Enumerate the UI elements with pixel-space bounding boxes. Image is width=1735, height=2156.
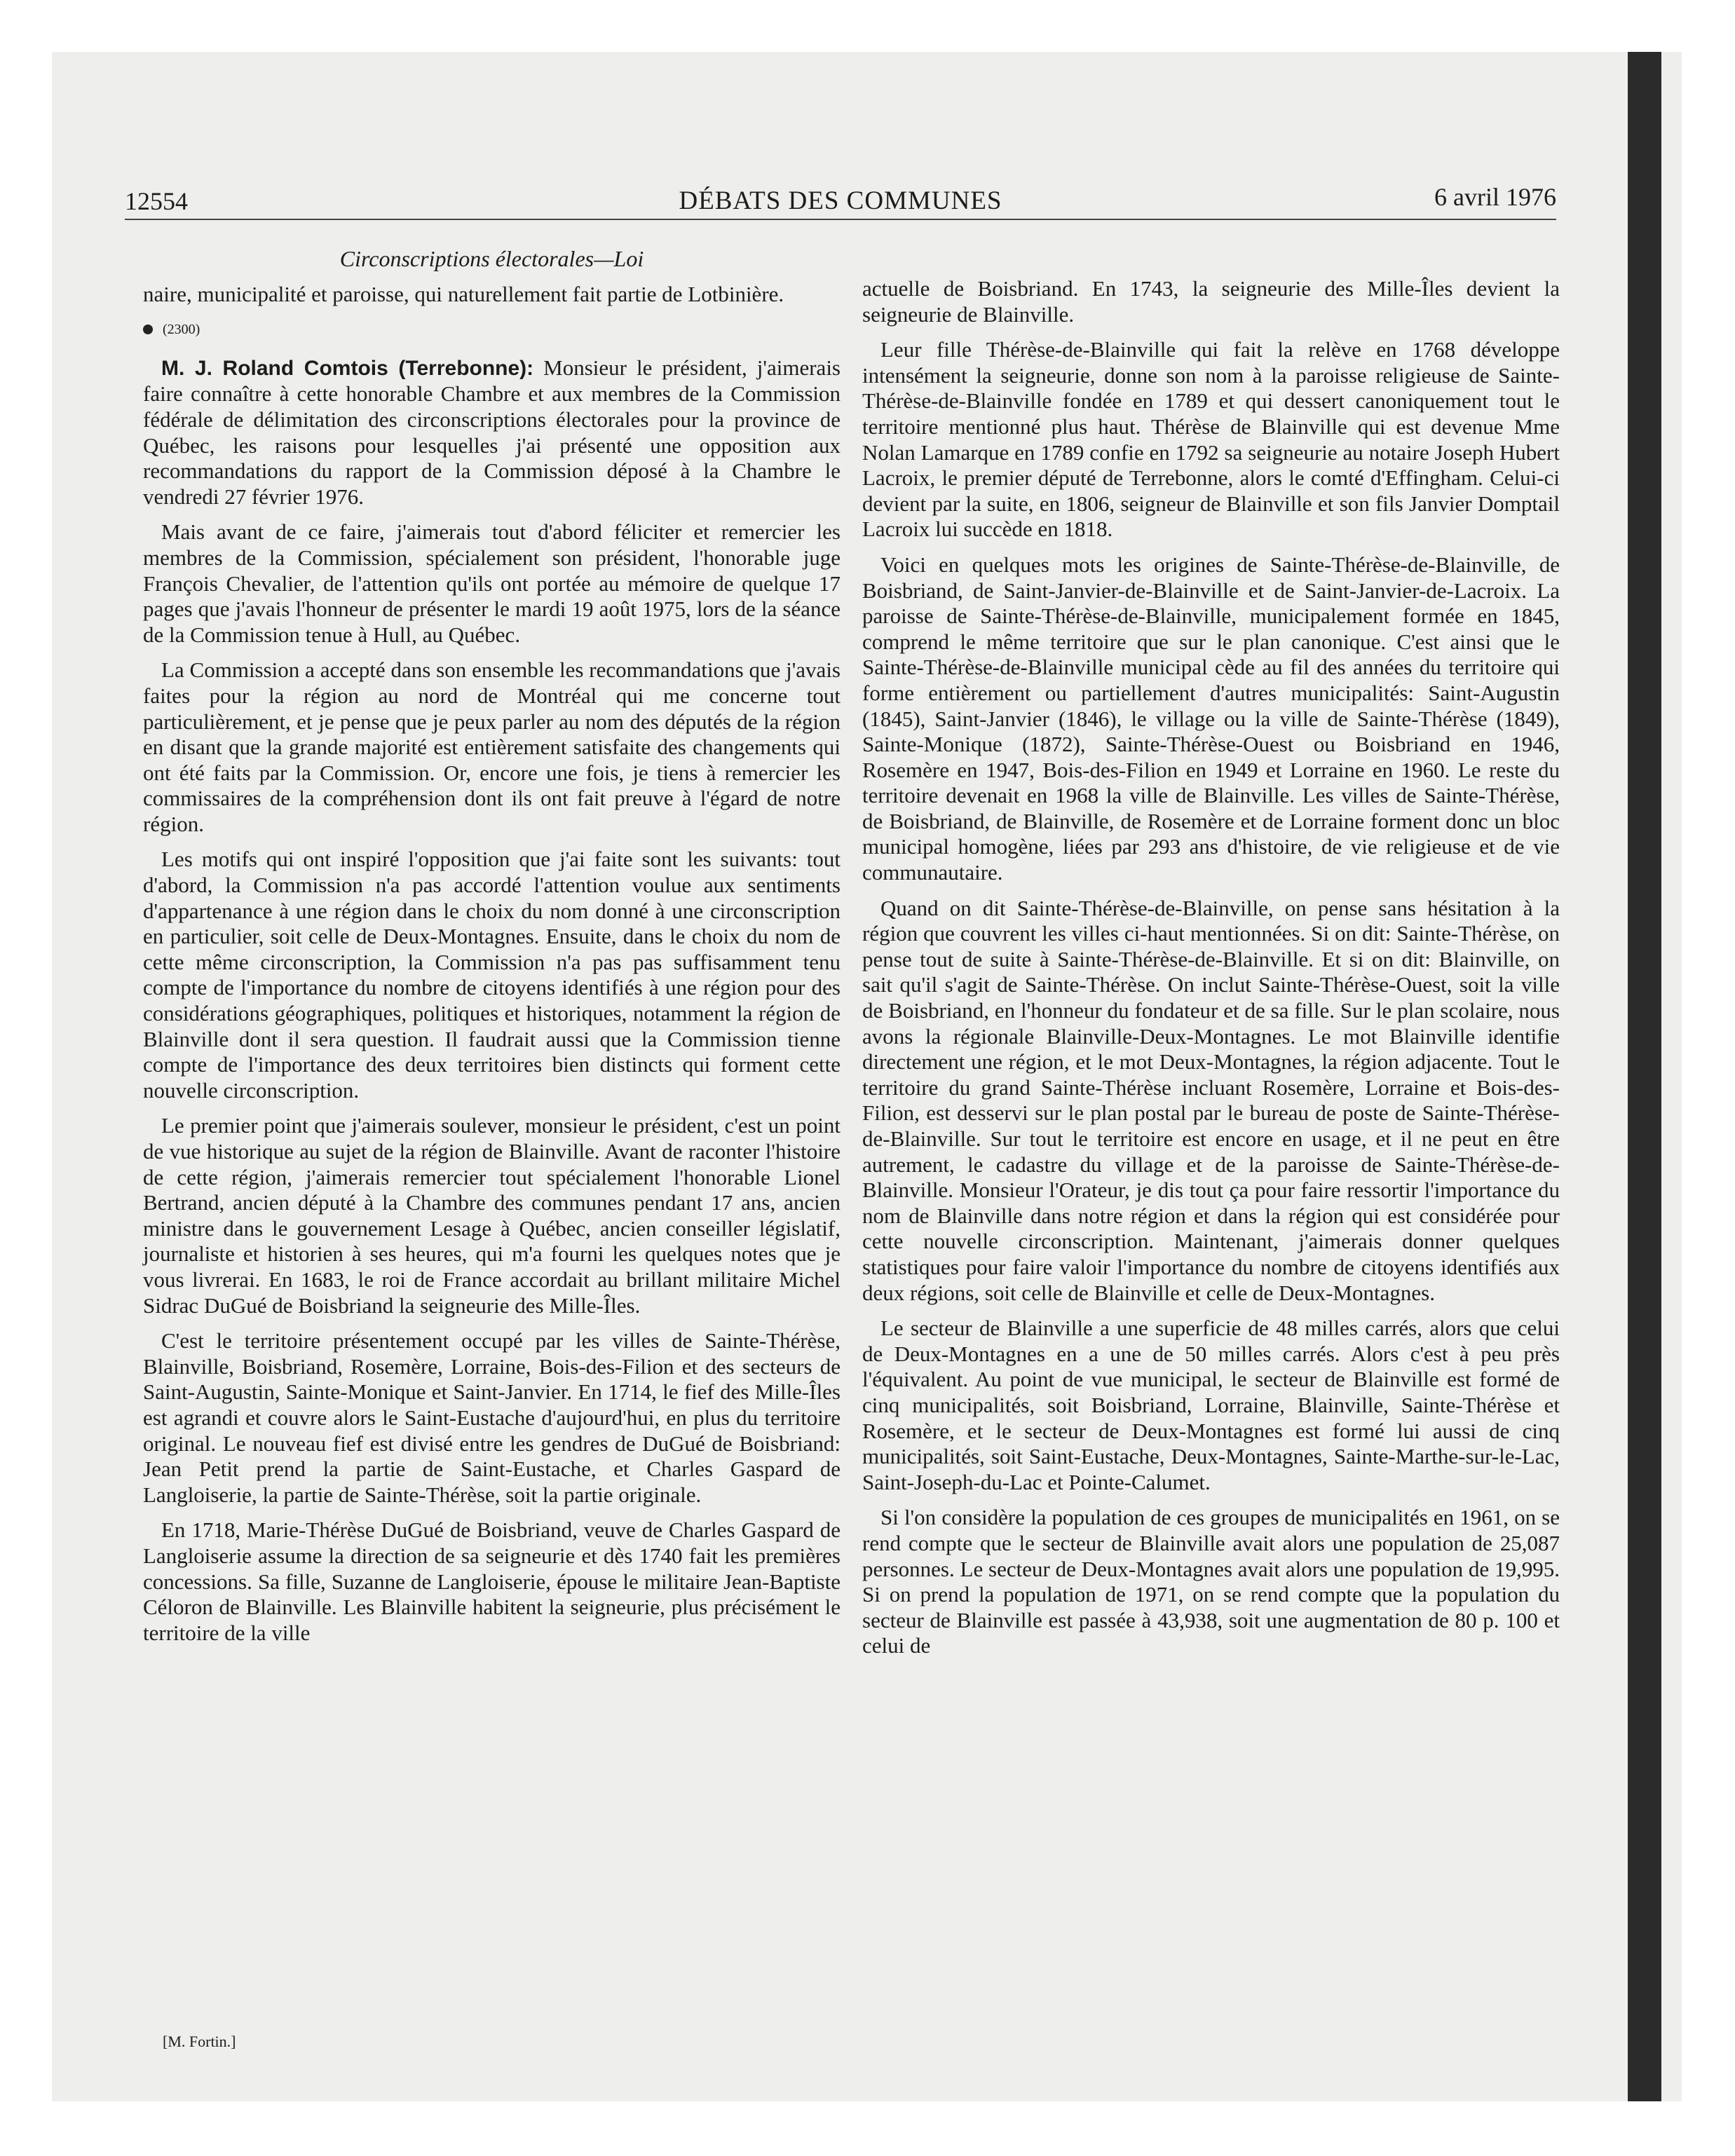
speech-intro-text: Monsieur le président, j'aimerais faire connaître à cette honorable Chambre et aux membres de la Commission fédérale de délimitation des circonscriptions électorales pour la province de Québec, les raisons pour lesquelles j'ai présenté une opposition aux recommandations du rapport de la Commission déposé à la Chambre le vendredi 27 février 1976. [143,355,841,509]
left-continuation: naire, municipalité et paroisse, qui naturellement fait partie de Lotbinière. [143,281,784,306]
paragraph: Si l'on considère la population de ces groupes de municipalités en 1961, on se rend compte que le secteur de Blainville avait alors une population de 25,087 personnes. Le secteur de Deux-Montagnes avait alors une population de 19,995. Si on prend la population de 1971, on se rend compte que la population du secteur de Blainville est passée à 43,938, soit une augmentation de 80 p. 100 et celui de [862,1505,1560,1658]
section-title: Circonscriptions électorales—Loi [339,246,644,271]
footer-reference: [M. Fortin.] [163,2033,236,2050]
speaker-name: M. J. Roland Comtois (Terrebonne): [161,356,534,380]
speech-intro-paragraph [143,355,841,510]
scan-edge-shadow [1628,52,1661,2101]
paragraph: Le secteur de Blainville a une superficie de 48 milles carrés, alors que celui de Deux-Montagnes en a une de 50 milles carrés. Alors c'est à peu près l'équivalent. Au point de vue municipal, le secteur de Blainville est formé de cinq municipalités, soit Boisbriand, Lorraine, Blainville, Sainte-Thérèse et Rosemère, et le secteur de Deux-Montagnes est formé lui aussi de cinq municipalités, soit Saint-Eustache, Deux-Montagnes, Sainte-Marthe-sur-le-Lac, Saint-Joseph-du-Lac et Pointe-Calumet. [862,1316,1560,1494]
paragraph: Quand on dit Sainte-Thérèse-de-Blainville, on pense sans hésitation à la région que couvrent les villes ci-haut mentionnées. Si on dit: Sainte-Thérèse, on pense tout de suite à Sainte-Thérèse-de-Blainville. Et si on dit: Blainville, on sait qu'il s'agit de Sainte-Thérèse. On inclut Sainte-Thérèse-Ouest, soit la ville de Boisbriand, en l'honneur du fondateur et de sa fille. Sur le plan scolaire, nous avons la régionale Blainville-Deux-Montagnes. Le mot Blainville identifie directement une région, et le mot Deux-Montagnes, la région adjacente. Tout le territoire du grand Sainte-Thérèse incluant Rosemère, Lorraine et Bois-des-Filion, est desservi sur le plan postal par le bureau de poste de Sainte-Thérèse-de-Blainville. Sur tout le territoire est encore en usage, et il ne peut en être autrement, le cadastre du village et de la paroisse de Sainte-Thérèse-de-Blainville. Monsieur l'Orateur, je dis tout ça pour faire ressortir l'importance du nom de Blainville dans notre région et dans la région qui est considérée pour cette nouvelle circonscription. Maintenant, j'aimerais donner quelques statistiques pour faire valoir l'importance du nombre de citoyens identifiés aux deux régions, soit celle de Blainville et celle de Deux-Montagnes. [862,895,1560,1305]
page-number: 12554 [125,187,188,215]
time-marker-label: (2300) [163,322,200,338]
paragraph: Leur fille Thérèse-de-Blainville qui fait la relève en 1768 développe intensément la seigneurie, donne son nom à la paroisse religieuse de Sainte-Thérèse-de-Blainville fondée en 1789 et qui dessert canoniquement tout le territoire mentionné plus haut. Thérèse de Blainville qui est devenue Mme Nolan Lamarque en 1789 confie en 1792 sa seigneurie au notaire Joseph Hubert Lacroix, le premier député de Terrebonne, alors le comté d'Effingham. Celui-ci devient par la suite, en 1806, seigneur de Blainville et son fils Janvier Domptail Lacroix lui succède en 1818. [862,337,1560,542]
paragraph: Les motifs qui ont inspiré l'opposition que j'ai faite sont les suivants: tout d'abord, la Commission n'a pas accordé l'attention voulue aux sentiments d'appartenance à une région dans le choix du nom donné à une circonscription en particulier, soit celle de Deux-Montagnes. Ensuite, dans le choix du nom de cette même circonscription, la Commission n'a pas pas suffisamment tenu compte de l'importance du nombre de citoyens identifiés à une région pour des considérations géographiques, politiques et historiques, notamment la région de Blainville dont il sera question. Il faudrait aussi que la Commission tienne compte de l'importance des deux territoires bien distincts qui forment cette nouvelle circonscription. [143,847,841,1103]
paragraph: Le premier point que j'aimerais soulever, monsieur le président, c'est un point de vue historique au sujet de la région de Blainville. Avant de raconter l'histoire de cette région, j'aimerais remercier tout spécialement l'honorable Lionel Bertrand, ancien député à la Chambre des communes pendant 17 ans, ancien ministre dans le gouvernement Lesage à Québec, ancien conseiller législatif, journaliste et historien à ses heures, qui m'a fourni les quelques notes que je vous livrerai. En 1683, le roi de France accordait au brillant militaire Michel Sidrac DuGué de Boisbriand la seigneurie des Mille-Îles. [143,1113,841,1318]
page-header [125,184,1556,220]
paragraph: En 1718, Marie-Thérèse DuGué de Boisbriand, veuve de Charles Gaspard de Langloiserie assume la direction de sa seigneurie et dès 1740 fait les premières concessions. Sa fille, Suzanne de Langloiserie, épouse le militaire Jean-Baptiste Céloron de Blainville. Les Blainville habitent la seigneurie, plus précisément le territoire de la ville [143,1517,841,1645]
journal-title: DÉBATS DES COMMUNES [679,186,1002,215]
paragraph: C'est le territoire présentement occupé par les villes de Sainte-Thérèse, Blainville, Boisbriand, Rosemère, Lorraine, Bois-des-Filion et des secteurs de Saint-Augustin, Sainte-Monique et Saint-Janvier. En 1714, le fief des Mille-Îles est agrandi et couvre alors le Saint-Eustache d'aujourd'hui, en plus du territoire original. Le nouveau fief est divisé entre les gendres de DuGué de Boisbriand: Jean Petit prend la partie de Saint-Eustache, et Charles Gaspard de Langloiserie, la partie de Sainte-Thérèse, soit la partie originale. [143,1328,841,1507]
paragraph: La Commission a accepté dans son ensemble les recommandations que j'avais faites pour la région au nord de Montréal qui me concerne tout particulièrement, et je pense que je peux parler au nom des députés de la région en disant que la grande majorité est entièrement satisfaite des changements qui ont été faits par la Commission. Or, encore une fois, je tiens à remercier les commissaires de la compréhension dont ils ont fait preuve à l'égard de notre région. [143,657,841,836]
bullet-icon [143,325,153,334]
page-date: 6 avril 1976 [1434,183,1556,211]
left-column [143,242,841,1656]
paragraph: Voici en quelques mots les origines de Sainte-Thérèse-de-Blainville, de Boisbriand, de Saint-Janvier-de-Blainville et de Saint-Janvier-de-Lacroix. La paroisse de Sainte-Thérèse-de-Blainville, municipalement formée en 1845, comprend le même territoire que sur le plan canonique. C'est ainsi que le Sainte-Thérèse-de-Blainville municipal cède au fil des années du territoire qui forme entièrement ou partiellement d'autres municipalités: Saint-Augustin (1845), Saint-Janvier (1846), le village ou la ville de Sainte-Thérèse (1849), Sainte-Monique (1872), Sainte-Thérèse-Ouest ou Boisbriand en 1946, Rosemère en 1947, Bois-des-Filion en 1949 et Lorraine en 1960. Le reste du territoire devenait en 1968 la ville de Blainville. Les villes de Sainte-Thérèse, de Boisbriand, de Blainville, de Rosemère et de Lorraine forment donc un bloc municipal homogène, liées par 293 ans d'histoire, de vie religieuse et de vie communautaire. [862,552,1560,885]
time-marker [143,317,841,343]
paragraph: Mais avant de ce faire, j'aimerais tout d'abord féliciter et remercier les membres de la Commission, spécialement son président, l'honorable juge François Chevalier, de l'attention qu'ils ont portée au mémoire de quelque 17 pages que j'avais l'honneur de présenter le mardi 19 août 1975, lors de la séance de la Commission tenue à Hull, au Québec. [143,519,841,647]
right-continuation: actuelle de Boisbriand. En 1743, la seigneurie des Mille-Îles devient la seigneurie de Blainville. [862,276,1560,327]
right-column [862,276,1560,1669]
